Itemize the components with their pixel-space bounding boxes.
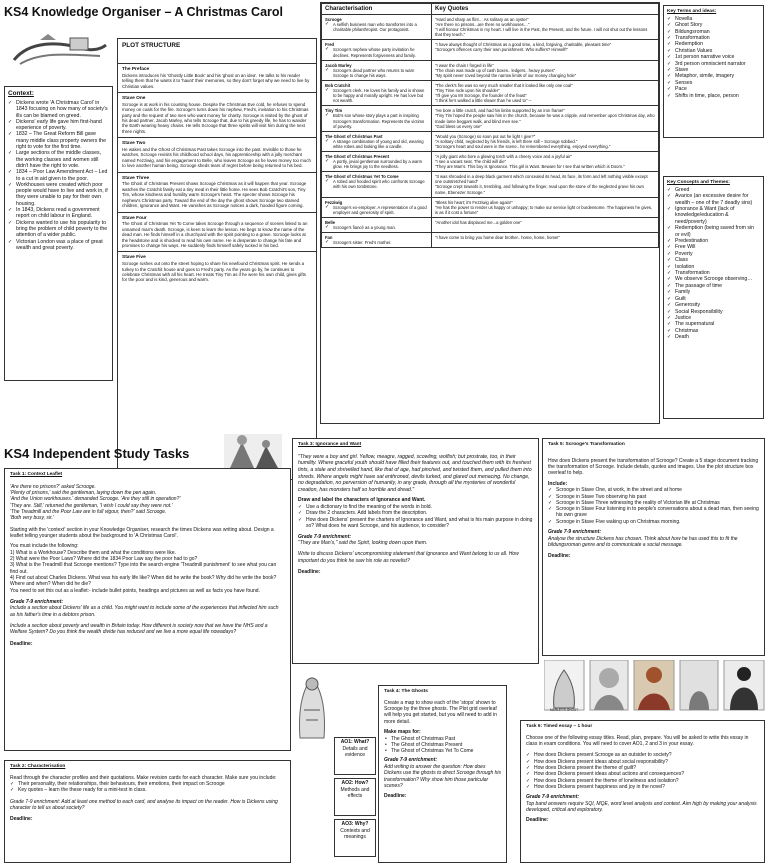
character-desc-list <box>325 139 428 149</box>
task4-make: Make maps for: <box>384 728 421 735</box>
character-cell <box>322 131 432 151</box>
plot-section-text: He wakes and the Ghost of Christmas Past takes Scrooge into the past. Invisible to those he watches, Scrooge revisits his childhood school days, his apprenticeship with a jolly merchant named Fezziwig, and his engagement to Belle, who leaves Scrooge as he loves money too much to love another human being. Scrooge sheds tears of regret before being returned to his bed. <box>122 147 311 169</box>
character-name: Tiny Tim <box>325 108 343 114</box>
character-quotes: "Hard and sharp as flint… As solitary as an oyster" "Are there no prisons...are there no workhouses…" "I will honour Christmas in my heart. I will live in the Past, the Present, and the future. I will not shut out the lessons that they teach." <box>432 15 659 40</box>
character-row <box>322 197 659 217</box>
task4-item: • The Ghost of Christmas Yet To Come <box>384 748 501 754</box>
character-name: Scrooge <box>325 17 342 22</box>
character-row <box>322 15 659 40</box>
task6-enrich: Top band answers require SQI, MQE, word level analysis and context. Aim high by making your analysis developed, critical and exploratory. <box>526 800 757 814</box>
ghost-illustration-image <box>292 670 332 740</box>
plot-section <box>118 92 316 137</box>
task1-item: 1) What is a Workhouse? Describe them and what the conditions were like. <box>10 549 177 556</box>
character-desc-list <box>325 68 428 78</box>
task6-item: ✓ How does Dickens present ideas about actions and consequences? <box>526 771 759 777</box>
ghost-caption: MARLEY'S GHOST <box>549 708 579 712</box>
character-row <box>322 40 659 60</box>
task1-after: You need to set this out as a leaflet:- include bullet points, headings and pictures as well as facts you have found. <box>10 587 260 594</box>
tasks-title: KS4 Independent Study Tasks <box>4 446 190 461</box>
plot-section-text: Dickens introduces his 'Ghostly Little Book' and his 'ghost on an idea'. He talks to his reader telling them that he wants it to 'haunt' their memories, so they don't forget why we need to live by Christian values. <box>122 72 310 89</box>
plot-section-text: The Ghost of Christmas Yet To Come takes Scrooge through a sequence of scenes linked to an unnamed man's death. Scrooge, is keen to learn the lesson. He begs to know the name of the dead man. He finds himself in a churchyard with the spirit pointing to a grave. Scrooge looks at the headstone and is shocked to read his own name. He is desperate to change his fate and promises to change his ways. He suddenly finds himself safely tucked in his bed. <box>122 221 308 248</box>
ao-text: Methods and effects <box>340 786 370 800</box>
context-item: ✓ 1832 – The Great Reform Bill gave many middle class property owners the right to vote for the first time. <box>8 131 109 150</box>
key-concept-item: ✓ Class <box>667 257 760 263</box>
task1-quote: 'Are there no prisons?' asked Scrooge. 'Plenty of prisons,' said the gentleman, laying down the pen again. 'And the Union workhouses.' demanded Scrooge. 'Are they still in operation?' 'They are. Still,' returned the gentleman, 'I wish I could say they were not.' 'The Treadmill and the Poor Law are in full vigour, then?' said Scrooge. 'Both very busy, sir.' <box>10 483 181 522</box>
plot-section <box>118 63 316 92</box>
task3-list <box>298 504 533 529</box>
character-name: Fred <box>325 42 335 48</box>
key-concept-item: ✓ Greed <box>667 187 760 193</box>
task3-deadline: Deadline: <box>298 568 321 575</box>
key-term-item: ✓ 3rd person omniscient narrator <box>667 61 760 67</box>
character-name: Jacob Marley <box>325 62 352 68</box>
context-item: ✓ Large sections of the middle classes, the working classes and women still didn't have the right to vote. <box>8 150 109 169</box>
task2-box <box>4 760 291 863</box>
character-cell <box>322 15 432 40</box>
task5-item: ✓ Scrooge in Stave Five waking up on Christmas morning. <box>548 519 759 525</box>
character-cell <box>322 40 432 60</box>
plot-section-label: Stave One <box>122 96 146 102</box>
task4-item: • The Ghost of Christmas Past <box>384 736 501 742</box>
key-concept-item: ✓ Social Responsibility <box>667 309 760 315</box>
key-concept-item: ✓ Ignorance & Want (lack of knowledge/education & need/poverty) <box>667 206 760 225</box>
character-row <box>322 80 659 105</box>
task4-heading: Task 4: The Ghosts <box>384 689 428 694</box>
character-quotes: "I have come to bring you home dear brother.. home, home, home!" <box>432 233 659 248</box>
character-quotes: "A jolly giant who bore a glowing torch with a cheery voice and a joyful air" "I see a vacant seat. The child will die" "They are Man's. This boy is Ignorance. This girl is Want. Beware for I see that written which is Doom." <box>432 151 659 171</box>
task6-list <box>526 752 759 790</box>
task3-quote: "They were a boy and girl. Yellow, meagre, ragged, scowling, wolfish; but prostrate, too, in their humility. Where graceful youth should have filled their features out, and touched them with its freshest tints, a stale and shrivelled hand, like that of age, had pinched, and twisted them, and pulled them into shreds. Where angels might have sat enthroned, devils lurked, and glared out menacing. No change, no degradation, no perversion of humanity, in any grade, through all the mysteries of wonderful creation, has monsters half so horrible and dread." <box>298 453 532 493</box>
task4-item: • The Ghost of Christmas Present <box>384 742 501 748</box>
task1-enrich-1: Include a section about Dickens' life as a child. You might want to include some of the experiences that inflected him such as his father's time in a debtors prison. <box>10 605 279 618</box>
task3-heading: Task 3: Ignorance and Want <box>298 442 362 447</box>
task1-item: 2) What were the Poor Laws? Where did the 1834 Poor Law say the poor had to go? <box>10 556 198 563</box>
ao-text: Details and evidence <box>342 745 368 759</box>
quote-header: Key Quotes <box>432 4 659 15</box>
character-quotes: "Another idol has displaced me...a golden one" <box>432 217 659 232</box>
ao-text: Contexts and meanings <box>340 827 370 841</box>
task1-enrich-heading: Grade 7-9 enrichment: <box>10 598 64 605</box>
task2-list <box>10 781 285 794</box>
task6-heading: Task 6: Timed essay – 1 hour <box>526 724 593 729</box>
task6-item: ✓ How does Dickens present happiness and joy in the novel? <box>526 784 759 790</box>
character-quotes: "I have always thought of Christmas as a good time, a kind, forgiving, charitable, pleasant time" "Scrooge's offences carry their own punishment. Who suffers? Himself!" <box>432 40 659 60</box>
task5-list <box>548 487 759 525</box>
task1-box <box>4 468 291 751</box>
character-desc: ✓ A selfish business man who transforms into a charitable philanthropist. Our protagonist. <box>325 22 428 32</box>
character-desc-list <box>325 47 428 57</box>
key-term-item: ✓ Christian Values <box>667 48 760 54</box>
plot-section-label: Stave Five <box>122 255 146 261</box>
ao-title: AO1: What? <box>340 739 370 745</box>
task1-must: You must include the following: <box>10 543 79 550</box>
plot-section <box>118 212 316 252</box>
key-concept-item: ✓ Transformation <box>667 270 760 276</box>
task5-item: ✓ Scrooge in Stave One, at work, in the street and at home <box>548 487 759 493</box>
task2-intro: Read through the character profiles and their quotations. Make revision cards for each character. Make sure you include: <box>10 774 277 781</box>
task1-deadline: Deadline: <box>10 640 33 647</box>
key-terms-heading: Key Terms and ideas: <box>667 9 717 14</box>
plot-box <box>117 38 317 480</box>
context-item: ✓ Workhouses were created which poor people would have to live and work in, if they were unable to pay for their own housing. <box>8 182 109 207</box>
character-desc: ✓ Scrooge's ex-employer. A representation of a good employer and generosity of spirit. <box>325 205 428 215</box>
task2-enrich: Grade 7-9 enrichment: Add at least one method to each card, and analyse its impact on the reader. How is Dickens using character to tell us about society? <box>10 798 278 811</box>
character-desc-list <box>325 88 428 103</box>
context-item: ✓ Dickens wrote 'A Christmas Carol' in 1843 focusing on how many of society's ills can be blamed on greed. <box>8 100 109 119</box>
task5-item: ✓ Scrooge in Stave Two observing his past <box>548 494 759 500</box>
task5-item: ✓ Scrooge in Stave Four listening in to people's conversations about a dead man, then seeing his own grave <box>548 506 759 519</box>
task2-item: ✓ Their personality, their relationships, their behaviours, their emotions, their impact on Scrooge <box>10 781 285 787</box>
key-concepts-list <box>667 187 760 341</box>
character-name: Fan <box>325 235 333 241</box>
character-quotes: "Would you (Scrooge) so soon put out he light I give?" "A solitary child, neglected by his friends, is left there still – Scrooge sobbed." "Scrooge's heart and soul were in the scene.. he remembered everything, enjoyed everything." <box>432 131 659 151</box>
task4-intro: Create a map to show each of the 'stops' shown to Scrooge by the three ghosts. The Plot grid overleaf will help you get started, but you will need to add in more detail. <box>384 699 497 725</box>
character-name: The Ghost of Christmas Yet To Come <box>325 174 399 180</box>
task6-item: ✓ How does Dickens present the theme of loneliness and isolation? <box>526 778 759 784</box>
character-cell <box>322 172 432 197</box>
character-desc: ✓ Scrooge's sister. Fred's mother. <box>325 240 428 245</box>
plot-section-text: The Ghost of Christmas Present shows Scrooge Christmas as it will happen that year. Scrooge watches the Cratchit family eat a tiny meal in their little home. He sees Bob Cratchit's son, Tiny Tim, whose kindness and humility warm Scrooge's heart. The specter shows Scrooge his nephew's Christmas party. Toward the end of the day the ghost shows Scrooge two starved children, Ignorance and Want. He vanishes as Scrooge notices a dark, hooded figure coming. <box>122 181 307 209</box>
character-name: The Ghost of Christmas Present <box>325 153 389 159</box>
task3-enrich-heading: Grade 7-9 enrichment: <box>298 534 352 541</box>
character-desc-list <box>325 179 428 189</box>
character-desc-list <box>325 240 428 245</box>
carol-logo <box>10 30 110 70</box>
character-row <box>322 233 659 248</box>
key-concept-item: ✓ Isolation <box>667 264 760 270</box>
ghost-pictures-image <box>544 660 766 715</box>
character-name: The Ghost of Christmas Past <box>325 133 383 139</box>
key-term-item: ✓ Senses <box>667 80 760 86</box>
character-cell <box>322 60 432 80</box>
character-desc-list <box>325 22 428 32</box>
key-term-item: ✓ Novella <box>667 16 760 22</box>
key-concept-item: ✓ Avarice (an excessive desire for wealth – one of the 7 deadly sins) <box>667 193 760 206</box>
task1-item: 3) What is the Treadmill that Scrooge mentions? Type into the search engine 'Treadmill punishment' to see what you can find out. <box>10 562 277 575</box>
ao-box <box>334 819 376 857</box>
task5-deadline: Deadline: <box>548 553 571 560</box>
context-item: ✓ Victorian London was a place of great wealth and great poverty. <box>8 239 109 252</box>
plot-section <box>118 251 316 285</box>
key-concept-item: ✓ Free Will <box>667 244 760 250</box>
character-desc-list <box>325 205 428 215</box>
task5-box <box>542 438 765 656</box>
character-table <box>320 2 660 424</box>
plot-section-text: Scrooge is at work in his counting house. Despite the Christmas Eve cold, he refuses to spend money on coals for the fire. Scrooge's turns down his nephew, Fred's, invitation to his Christmas party and the request of two men who want money for charity. Scrooge is visited by the ghost of his dead partner, Jacob Marley, who tells Scrooge that, due to his greedy life, he has to wander the Earth wearing heavy chains. He tells Scrooge that three spirits will visit him during the next three nights. <box>122 101 309 134</box>
character-cell <box>322 151 432 171</box>
character-row <box>322 151 659 171</box>
key-concept-item: ✓ Predestination <box>667 238 760 244</box>
character-desc: ✓ A portly, jovial gentleman surrounded by a warm glow. He brings joy to the needless. <box>325 159 428 169</box>
task1-list <box>10 550 285 588</box>
plot-section-label: The Preface <box>122 67 150 72</box>
character-row <box>322 60 659 80</box>
task6-deadline: Deadline: <box>526 817 549 824</box>
task5-heading: Task 5: Scrooge's Transformation <box>548 442 625 447</box>
character-desc: ✓ Scrooge's nephew whose party invitation he declines. Represents forgiveness and family. <box>325 47 428 57</box>
task6-item: ✓ How does Dickens present ideas about social responsibility? <box>526 759 759 765</box>
plot-section-label: Stave Four <box>122 215 147 221</box>
context-item: ✓ In 1843, Dickens read a government report on child labour in England. <box>8 207 109 220</box>
character-name: Belle <box>325 219 336 225</box>
key-concept-item: ✓ Christmas <box>667 328 760 334</box>
task6-item: ✓ How does Dickens present the theme of guilt? <box>526 765 759 771</box>
character-desc: ✓ Bob's son whose story plays a part in inspiring Scrooge's transformation. Represents the victims of poverty. <box>325 113 428 128</box>
plot-section-label: Stave Three <box>122 175 150 181</box>
character-row <box>322 217 659 232</box>
key-terms-box <box>663 5 764 138</box>
plot-section-text: Scrooge rushes out onto the street hoping to share his newfound Christmas spirit. He sends a turkey to the Cratchit house and goes to Fred's party. As the years go by, he continues to celebrate Christmas with all his heart. He treats Tiny Tim as if he were his own child, gives gifts for the poor and is kind, generous and warm. <box>122 261 306 283</box>
plot-heading: PLOT STRUCTURE <box>122 42 181 49</box>
task4-deadline: Deadline: <box>384 793 407 800</box>
key-concepts-heading: Key Concepts and Themes: <box>667 180 730 185</box>
character-row <box>322 106 659 131</box>
context-heading: Context: <box>8 90 34 97</box>
key-term-item: ✓ Metaphor, simile, imagery <box>667 73 760 79</box>
key-concept-item: ✓ The passage of time <box>667 283 760 289</box>
character-cell <box>322 197 432 217</box>
key-concept-item: ✓ Justice <box>667 315 760 321</box>
character-desc: ✓ A strange combination of young and old, wearing white robes and looking like a candle. <box>325 139 428 149</box>
ao-box <box>334 737 376 775</box>
task2-item: ✓ Key quotes – learn the these ready for a mini-test in class. <box>10 787 285 793</box>
task5-intro: How does Dickens present the transformation of Scrooge? Create a 5 stage document tracking the transformation of Scrooge. Include details, quotes and images. Use the plot structure box overleaf to help. <box>548 457 759 477</box>
key-term-item: ✓ Shifts in time, place, person <box>667 93 760 99</box>
scrooge-illustration-image <box>222 432 284 472</box>
character-desc-list <box>325 159 428 169</box>
key-terms-list <box>667 16 760 99</box>
context-item: ✓ 1834 – Poor Law Amendment Act – Led to a cut in aid given to the poor. <box>8 169 109 182</box>
character-cell <box>322 217 432 232</box>
character-quotes: "I wear the chain I forged in life" "The chain was made up of cash boxes.. ledgers.. heavy purses" "My spirit never roved beyond the narrow limits of our money changing hole" <box>432 60 659 80</box>
task3-enrich-quote: "They are Man's," said the Spirit, looking down upon them. <box>298 539 428 546</box>
task3-box <box>292 438 539 664</box>
key-concept-item: ✓ Generosity <box>667 302 760 308</box>
plot-section <box>118 137 316 171</box>
key-concept-item: ✓ Family <box>667 289 760 295</box>
task5-include: Include: <box>548 480 568 487</box>
key-concept-item: ✓ Poverty <box>667 251 760 257</box>
carol-logo-image <box>10 30 110 70</box>
task6-item: ✓ How does Dickens present Scrooge as an outsider to society? <box>526 752 759 758</box>
key-term-item: ✓ Pace <box>667 86 760 92</box>
context-item: ✓ Dickens' early life gave him first-hand experience of poverty. <box>8 119 109 132</box>
plot-list <box>118 63 316 286</box>
task4-enrich-heading: Grade 7-9 enrichment: <box>384 757 438 764</box>
task3-item: ✓ How does Dickens' present the charters of Ignorance and Want, and what is his main purpose in doing so? What does he want Scrooge, and his audience, to consider? <box>298 517 533 530</box>
character-quotes: "It was shrouded in a deep black garment which concealed its head, its face, its form and left nothing visible except one outstretched hand" "Scrooge crept towards it, trembling, and following the finger, read upon the stone of the neglected grave his own name, Ebenezer Scrooge." <box>432 172 659 197</box>
task3-enrich-text: Write to discuss Dickens' uncompromising statement that Ignorance and Want belong to us all. How important do you think he saw his role as novelist? <box>298 551 519 564</box>
ao-box <box>334 778 376 816</box>
character-name: Bob Cratchit <box>325 82 351 88</box>
task6-box <box>520 720 765 863</box>
key-concept-item: ✓ Guilt <box>667 296 760 302</box>
character-row <box>322 172 659 197</box>
plot-section <box>118 172 316 212</box>
key-term-item: ✓ Redemption <box>667 41 760 47</box>
task5-enrich-heading: Grade 7-9 enrichment: <box>548 529 602 536</box>
char-header: Characterisation <box>322 4 432 15</box>
ao-title: AO3: Why? <box>341 821 369 827</box>
key-term-item: ✓ Transformation <box>667 35 760 41</box>
character-desc: ✓ Scrooge's fiancé as a young man. <box>325 225 428 230</box>
task1-item: 4) Find out about Charles Dickens. What was his early life like? When did he write the book? Why did he write the book? Where and when? When did he die? <box>10 574 277 588</box>
task1-heading: Task 1: Context Leaflet <box>10 472 63 477</box>
task2-deadline: Deadline: <box>10 816 33 823</box>
character-cell <box>322 233 432 248</box>
task3-item: ✓ Draw the 2 characters. Add labels from the description. <box>298 510 533 516</box>
task6-enrich-heading: Grade 7-9 enrichment: <box>526 794 580 801</box>
task5-item: ✓ Scrooge in Stave Three witnessing the reality of Victorian life at Christmas <box>548 500 759 506</box>
character-quotes: "The clerk's fire was so very much smaller that it looked like only one coal" "Tiny Time rode upon his shoulder" "I'll give you Mr Scrooge, the founder of the feast" "I think he's walked a little slower than he used to" -- <box>432 80 659 105</box>
key-term-item: ✓ Ghost Story <box>667 22 760 28</box>
ao-title: AO2: How? <box>341 780 369 786</box>
task3-item: ✓ Use a dictionary to find the meaning of the words in bold. <box>298 504 533 510</box>
task1-enrich-2: Include a section about poverty and wealth in Britain today. How different is society now that we have the NHS and a Welfare System? Do you think the wealth divide has reduced and we live a more equal life nowadays? <box>10 623 268 636</box>
ghost-illustration <box>292 670 332 740</box>
task6-intro: Choose one of the following essay titles. Read, plan, prepare. You will be asked to write this essay in class in exam conditions. You will need to cover AO1, 2 and 3 in your essay. <box>526 734 749 748</box>
character-name: Fezziwig <box>325 199 343 205</box>
key-term-item: ✓ Bildungsroman <box>667 29 760 35</box>
scrooge-illustration <box>222 432 284 472</box>
character-desc: ✓ Scrooge's clerk. He loves his family and is shown to be happy and morally upright. He has love but not wealth. <box>325 88 428 103</box>
task5-enrich: Analyse the structure Dickens has chosen. Think about how he has used this to fit the bildungsroman genre and to communicate a social message. <box>548 535 738 548</box>
character-desc-list <box>325 113 428 128</box>
key-concepts-box <box>663 176 764 419</box>
character-row <box>322 131 659 151</box>
task1-intro: Starting with the 'context' section in your Knowledge Organiser, research the times Dickens was writing about. Design a leaflet telling younger students about the background to 'A Christmas Carol'. <box>10 526 274 539</box>
key-concept-item: ✓ We observe Scrooge observing… <box>667 276 760 282</box>
context-list <box>8 100 109 251</box>
character-desc-list <box>325 225 428 230</box>
character-cell <box>322 80 432 105</box>
task4-list <box>384 736 501 755</box>
task4-enrich: Add writing to answer the question: How does Dickens use the ghosts to direct Scrooge through his transformation? Why show him those particular scenes? <box>384 764 502 789</box>
character-cell <box>322 106 432 131</box>
task2-heading: Task 2: Characterisation <box>10 764 66 769</box>
character-quotes: "He bore a little crutch, and had his limbs supported by an iron frame!" "Tiny Tim hoped the people saw him in the church, because he was a cripple, and remember upon Christmas day, who made lame beggars walk, and blind men see." "God bless us every one" <box>432 106 659 131</box>
character-quotes: "Bless his heart; it's Fezziwig alive again!" "He has the power to render us happy or unhappy; to make our service light or burdensome. The happiness he gives, is as if it cost a fortune" <box>432 197 659 217</box>
context-item: ✓ Dickens wanted to use his popularity to bring the problem of child poverty to the attention of a wider public. <box>8 220 109 239</box>
key-term-item: ✓ 1st person narrative voice <box>667 54 760 60</box>
key-concept-item: ✓ The supernatural <box>667 321 760 327</box>
organiser-title: KS4 Knowledge Organiser – A Christmas Carol <box>4 5 284 19</box>
key-term-item: ✓ Stave <box>667 67 760 73</box>
context-box <box>4 86 113 381</box>
task3-draw: Draw and label the characters of Ignorance and Want. <box>298 497 426 504</box>
ghost-pictures <box>544 660 766 715</box>
task4-box <box>378 685 507 863</box>
character-desc: ✓ A robed and hooded spirit who confronts Scrooge with his own tombstone. <box>325 179 428 189</box>
key-concept-item: ✓ Death <box>667 334 760 340</box>
character-desc: ✓ Scrooge's dead partner who returns to warn Scrooge to change his ways. <box>325 68 428 78</box>
plot-section-label: Stave Two <box>122 141 146 147</box>
key-concept-item: ✓ Redemption (being saved from sin or evil) <box>667 225 760 238</box>
